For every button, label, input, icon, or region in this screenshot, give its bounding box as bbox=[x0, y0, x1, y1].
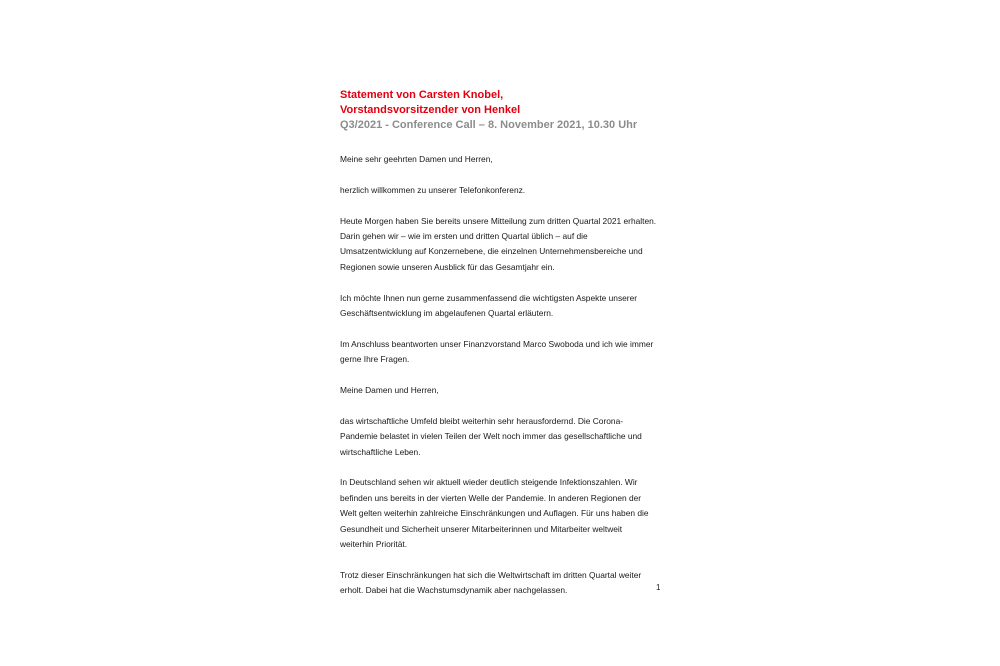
statement-title: Statement von Carsten Knobel, bbox=[340, 89, 504, 101]
statement-subtitle: Q3/2021 - Conference Call – 8. November 2021, 10.30 Uhr bbox=[340, 119, 638, 131]
text-line: Regionen sowie unseren Ausblick für das Gesamtjahr ein. bbox=[340, 261, 555, 272]
paragraph bbox=[340, 337, 670, 368]
paragraph bbox=[340, 214, 670, 276]
statement-role: Vorstandsvorsitzender von Henkel bbox=[340, 104, 521, 116]
paragraph bbox=[340, 414, 670, 460]
paragraph bbox=[340, 291, 670, 322]
text-line: Meine sehr geehrten Damen und Herren, bbox=[340, 154, 493, 164]
text-line: gerne Ihre Fragen. bbox=[340, 354, 410, 365]
text-line: weiterhin Priorität. bbox=[340, 539, 408, 550]
paragraph bbox=[340, 152, 670, 167]
text-line: Geschäftsentwicklung im abgelaufenen Quartal erläutern. bbox=[340, 308, 554, 319]
document-header bbox=[340, 88, 700, 133]
paragraph bbox=[340, 475, 670, 552]
page-number: 1 bbox=[656, 583, 661, 592]
text-line: Heute Morgen haben Sie bereits unsere Mitteilung zum dritten Quartal 2021 erhalten. bbox=[340, 215, 657, 226]
text-line: das wirtschaftliche Umfeld bleibt weiterhin sehr herausfordernd. Die Corona- bbox=[340, 415, 624, 426]
paragraph bbox=[340, 183, 670, 198]
text-line: Pandemie belastet in vielen Teilen der Welt noch immer das gesellschaftliche und bbox=[340, 431, 642, 442]
paragraph bbox=[340, 568, 670, 599]
text-line: Ich möchte Ihnen nun gerne zusammenfassend die wichtigsten Aspekte unserer bbox=[340, 292, 638, 303]
document-body bbox=[340, 152, 670, 614]
paragraph bbox=[340, 383, 670, 398]
text-line: Darin gehen wir – wie im ersten und dritten Quartal üblich – auf die bbox=[340, 231, 588, 241]
text-line: Welt gelten weiterhin zahlreiche Einschränkungen und Auflagen. Für uns haben die bbox=[340, 508, 649, 519]
text-line: wirtschaftliche Leben. bbox=[340, 446, 421, 457]
text-line: herzlich willkommen zu unserer Telefonkonferenz. bbox=[340, 184, 526, 195]
text-line: Meine Damen und Herren, bbox=[340, 385, 439, 396]
text-line: Gesundheit und Sicherheit unserer Mitarbeiterinnen und Mitarbeiter weltweit bbox=[340, 523, 623, 534]
text-line: erholt. Dabei hat die Wachstumsdynamik aber nachgelassen. bbox=[340, 585, 568, 596]
text-line: In Deutschland sehen wir aktuell wieder deutlich steigende Infektionszahlen. Wir bbox=[340, 477, 638, 488]
text-line: Umsatzentwicklung auf Konzernebene, die einzelnen Unternehmensbereiche und bbox=[340, 246, 643, 257]
text-line: Im Anschluss beantworten unser Finanzvorstand Marco Swoboda und ich wie immer bbox=[340, 338, 654, 349]
text-line: befinden uns bereits in der vierten Welle der Pandemie. In anderen Regionen der bbox=[340, 492, 642, 503]
text-line: Trotz dieser Einschränkungen hat sich die Weltwirtschaft im dritten Quartal weiter bbox=[340, 569, 642, 580]
